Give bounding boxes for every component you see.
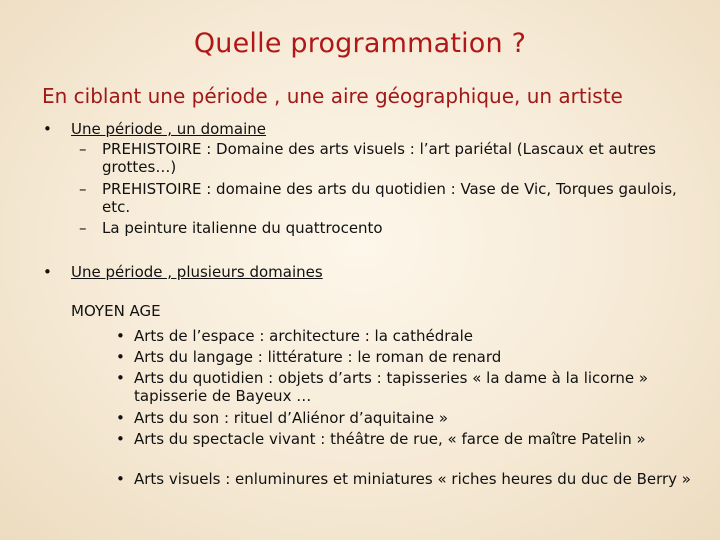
bullet-marker: • xyxy=(116,369,125,387)
sub-item-text: La peinture italienne du quattrocento xyxy=(102,219,383,237)
slide-subtitle: En ciblant une période , une aire géographique, un artiste xyxy=(42,84,623,108)
bullet-marker: • xyxy=(116,470,125,488)
list-item-text: Arts du langage : littérature : le roman de renard xyxy=(134,348,502,366)
list-item-text: Arts du son : rituel d’Aliénor d’aquitaine » xyxy=(134,409,448,427)
bullet-marker: • xyxy=(116,327,125,345)
bullet-marker: • xyxy=(43,120,52,138)
bullet-marker: • xyxy=(116,430,125,448)
section-heading: MOYEN AGE xyxy=(71,302,161,320)
bullet-heading: Une période , plusieurs domaines xyxy=(71,263,323,281)
slide-title: Quelle programmation ? xyxy=(193,28,527,59)
bullet-heading: Une période , un domaine xyxy=(71,120,266,138)
list-item-text: Arts de l’espace : architecture : la cathédrale xyxy=(134,327,473,345)
sub-item-text: PREHISTOIRE : domaine des arts du quotidien : Vase de Vic, Torques gaulois, etc. xyxy=(102,180,677,216)
bullet-marker: • xyxy=(116,409,125,427)
bullet-marker: • xyxy=(43,263,52,281)
dash-marker: – xyxy=(79,219,87,237)
list-item-text: Arts visuels : enluminures et miniatures « riches heures du duc de Berry » xyxy=(134,470,691,488)
dash-marker: – xyxy=(79,180,87,198)
bullet-marker: • xyxy=(116,348,125,366)
list-item-text: Arts du spectacle vivant : théâtre de rue, « farce de maître Patelin » xyxy=(134,430,646,448)
list-item-text: Arts du quotidien : objets d’arts : tapisseries « la dame à la licorne » tapisserie de Bayeux … xyxy=(134,369,649,405)
dash-marker: – xyxy=(79,140,87,158)
sub-item-text: PREHISTOIRE : Domaine des arts visuels : l’art pariétal (Lascaux et autres grottes…) xyxy=(102,140,656,176)
